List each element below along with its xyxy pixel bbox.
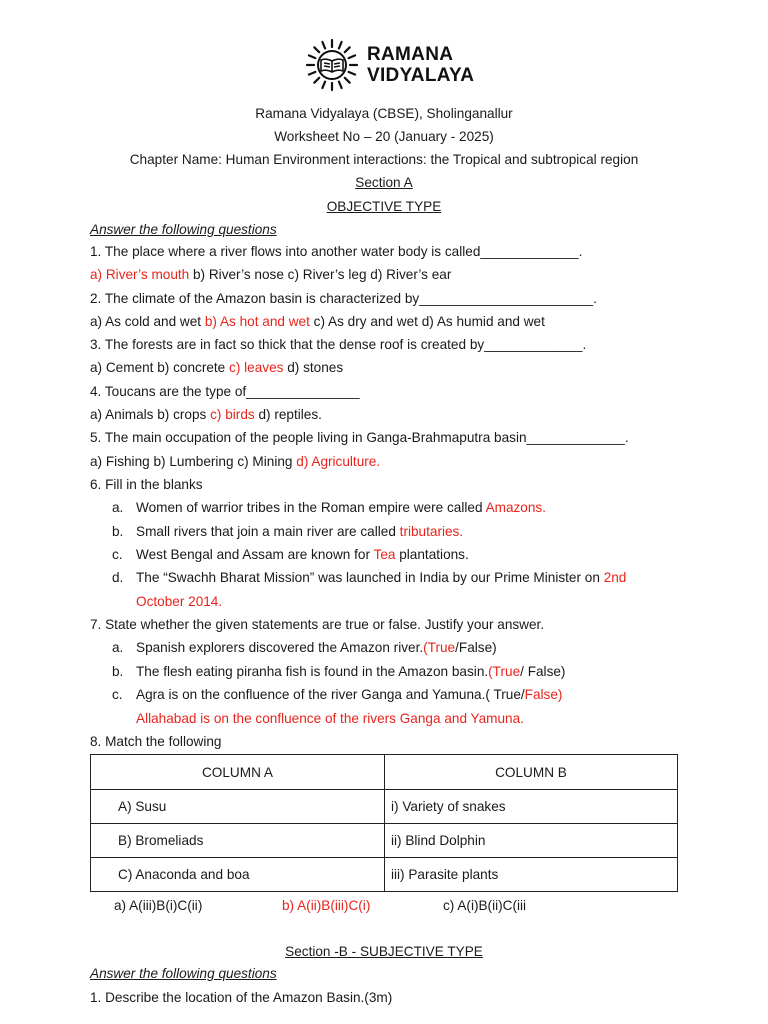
q2-options: a) As cold and wet b) As hot and wet c) As dry and wet d) As humid and wet [90, 314, 545, 329]
open-book-sun-icon [305, 38, 359, 92]
q6-text: 6. Fill in the blanks [90, 477, 203, 492]
q5-options: a) Fishing b) Lumbering c) Mining d) Agriculture. [90, 454, 381, 469]
column-b-cell: iii) Parasite plants [385, 858, 678, 892]
column-a-cell: C) Anaconda and boa [91, 858, 385, 892]
q4-text: 4. Toucans are the type of_______________ [90, 384, 360, 399]
q2-answer: b) As hot and wet [204, 314, 310, 329]
q1-text: 1. The place where a river flows into another water body is called_____________. [90, 244, 583, 259]
q3-answer: c) leaves [229, 360, 284, 375]
q8-option-a: a) A(iii)B(i)C(ii) [114, 898, 203, 913]
objective-type-heading: OBJECTIVE TYPE [326, 199, 442, 214]
q6-item-a: a. Women of warrior tribes in the Roman empire were called Amazons. [112, 500, 547, 515]
q6-answer-a: Amazons. [485, 500, 547, 515]
chapter-name: Chapter Name: Human Environment interactions: the Tropical and subtropical region [129, 152, 639, 167]
q4-options: a) Animals b) crops c) birds d) reptiles. [90, 407, 322, 422]
q7-justification: Allahabad is on the confluence of the rivers Ganga and Yamuna. [136, 711, 524, 726]
logo-wordmark [367, 44, 474, 86]
q8-text: 8. Match the following [90, 734, 222, 749]
q5-answer: d) Agriculture. [296, 454, 381, 469]
q6-item-c: c. West Bengal and Assam are known for Tea plantations. [112, 547, 469, 562]
school-logo [305, 38, 474, 92]
logo-line-1: RAMANA [367, 44, 454, 65]
column-b-cell: i) Variety of snakes [385, 790, 678, 824]
q4-answer: c) birds [210, 407, 255, 422]
q6-answer-b: tributaries. [399, 524, 464, 539]
q7-answer-a: (True [423, 640, 456, 655]
q7-item-b: b. The flesh eating piranha fish is found in the Amazon basin.(True/ False) [112, 664, 566, 679]
column-b-cell: ii) Blind Dolphin [385, 824, 678, 858]
section-b-heading: Section -B - SUBJECTIVE TYPE [285, 944, 483, 959]
q8-option-c: c) A(i)B(ii)C(iii [443, 898, 527, 913]
q6-item-d: d. The “Swachh Bharat Mission” was launched in India by our Prime Minister on 2nd [112, 570, 627, 585]
section-a-heading: Section A [355, 175, 413, 190]
q6-answer-d-cont: October 2014. [136, 594, 223, 609]
q1-options: a) River’s mouth b) River’s nose c) River’s leg d) River’s ear [90, 267, 452, 282]
school-name: Ramana Vidyalaya (CBSE), Sholinganallur [255, 106, 513, 121]
q7-item-a: a. Spanish explorers discovered the Amazon river.(True/False) [112, 640, 497, 655]
q7-answer-b: (True [488, 664, 521, 679]
q7-text: 7. State whether the given statements are true or false. Justify your answer. [90, 617, 545, 632]
q5-text: 5. The main occupation of the people living in Ganga-Brahmaputra basin_____________. [90, 430, 629, 445]
section-a-instruction: Answer the following questions [90, 222, 277, 237]
worksheet-number: Worksheet No – 20 (January - 2025) [274, 129, 494, 144]
q7-answer-c: False) [524, 687, 563, 702]
match-table-header [91, 755, 678, 790]
q6-answer-c: Tea [373, 547, 396, 562]
table-row [91, 790, 678, 824]
column-a-cell: A) Susu [91, 790, 385, 824]
q1-answer: a) River’s mouth [90, 267, 190, 282]
q2-text: 2. The climate of the Amazon basin is characterized by_______________________. [90, 291, 597, 306]
q6-answer-d: 2nd [603, 570, 627, 585]
match-table [90, 754, 678, 892]
q3-text: 3. The forests are in fact so thick that the dense roof is created by_____________. [90, 337, 587, 352]
q6-item-b: b. Small rivers that join a main river are called tributaries. [112, 524, 464, 539]
table-row [91, 824, 678, 858]
table-row [91, 858, 678, 892]
q3-options: a) Cement b) concrete c) leaves d) stones [90, 360, 344, 375]
column-a-header: COLUMN A [91, 755, 385, 790]
section-b-q1: 1. Describe the location of the Amazon Basin.(3m) [90, 990, 393, 1005]
q8-option-b-answer: b) A(ii)B(iii)C(i) [282, 898, 371, 913]
section-b-instruction: Answer the following questions [90, 966, 277, 981]
q7-item-c: c. Agra is on the confluence of the river Ganga and Yamuna.( True/False) [112, 687, 563, 702]
logo-line-2: VIDYALAYA [367, 65, 475, 86]
column-b-header: COLUMN B [385, 755, 678, 790]
column-a-cell: B) Bromeliads [91, 824, 385, 858]
